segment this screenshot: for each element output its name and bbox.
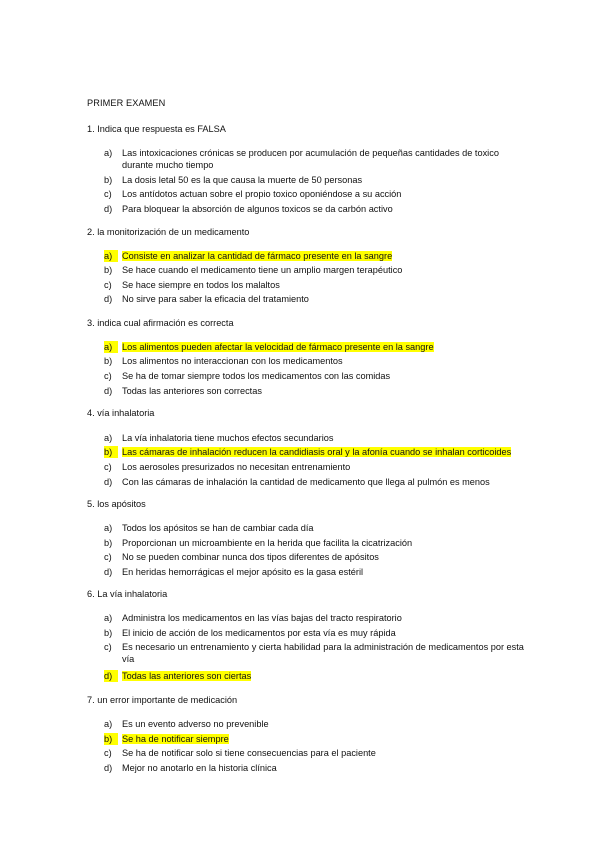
option-text: Se ha de notificar solo si tiene consecuencias para el paciente (122, 748, 376, 758)
option-text: Se ha de tomar siempre todos los medicamentos con las comidas (122, 371, 391, 381)
option-letter: c) (104, 462, 112, 472)
option-text: Los aerosoles presurizados no necesitan entrenamiento (122, 462, 351, 472)
option-letter: b) (104, 265, 113, 275)
option-text: Mejor no anotarlo en la historia clínica (122, 763, 277, 773)
answer-option (104, 733, 524, 745)
page-title: PRIMER EXAMEN (87, 98, 166, 108)
answer-option (104, 432, 524, 444)
answer-option (104, 627, 524, 639)
option-text: Se hace cuando el medicamento tiene un amplio margen terapéutico (122, 265, 403, 275)
option-letter: a) (104, 250, 118, 262)
option-text: Todas las anteriores son correctas (122, 386, 262, 396)
option-letter: b) (104, 733, 118, 745)
option-letter: a) (104, 341, 118, 353)
option-letter: b) (104, 538, 113, 548)
option-letter: d) (104, 386, 113, 396)
answer-option (104, 670, 524, 682)
option-letter: d) (104, 477, 113, 487)
answer-option (104, 355, 524, 367)
option-letter: a) (104, 613, 113, 623)
answer-option (104, 566, 524, 578)
answer-option (104, 341, 524, 353)
answer-option (104, 279, 524, 291)
option-text: Con las cámaras de inhalación la cantidad de medicamento que llega al pulmón es menos (122, 477, 490, 487)
option-letter: c) (104, 189, 112, 199)
highlighted-answer-text: Todas las anteriores son ciertas (122, 671, 252, 681)
highlighted-answer-text: Consiste en analizar la cantidad de fármaco presente en la sangre (122, 251, 393, 261)
option-text: El inicio de acción de los medicamentos por esta vía es muy rápida (122, 628, 396, 638)
option-letter: c) (104, 280, 112, 290)
option-text: Las intoxicaciones crónicas se producen por acumulación de pequeñas cantidades de toxico durante mucho tiempo (122, 148, 499, 170)
answer-option (104, 370, 524, 382)
option-text: Los alimentos no interaccionan con los medicamentos (122, 356, 343, 366)
option-letter: d) (104, 670, 118, 682)
option-letter: c) (104, 371, 112, 381)
answer-option (104, 476, 524, 488)
question-text: 6. La vía inhalatoria (87, 589, 168, 599)
answer-option (104, 446, 524, 458)
option-letter: b) (104, 446, 118, 458)
answer-option (104, 747, 524, 759)
option-letter: d) (104, 204, 113, 214)
answer-option (104, 293, 524, 305)
answer-option (104, 188, 524, 200)
option-letter: a) (104, 719, 113, 729)
option-text: Proporcionan un microambiente en la herida que facilita la cicatrización (122, 538, 413, 548)
option-text: Se hace siempre en todos los malaltos (122, 280, 280, 290)
answer-option (104, 522, 524, 534)
answer-option (104, 551, 524, 563)
option-letter: a) (104, 148, 113, 158)
answer-option (104, 147, 524, 171)
option-text: La dosis letal 50 es la que causa la muerte de 50 personas (122, 175, 363, 185)
option-letter: a) (104, 523, 113, 533)
answer-option (104, 385, 524, 397)
option-text: La vía inhalatoria tiene muchos efectos secundarios (122, 433, 334, 443)
option-letter: b) (104, 356, 113, 366)
option-text: En heridas hemorrágicas el mejor apósito es la gasa estéril (122, 567, 364, 577)
question-text: 2. la monitorización de un medicamento (87, 227, 250, 237)
answer-option (104, 203, 524, 215)
question-text: 4. vía inhalatoria (87, 408, 155, 418)
option-text: Es necesario un entrenamiento y cierta habilidad para la administración de medicamentos por esta vía (122, 642, 524, 664)
question-text: 7. un error importante de medicación (87, 695, 238, 705)
answer-option (104, 762, 524, 774)
highlighted-answer-text: Las cámaras de inhalación reducen la candidiasis oral y la afonía cuando se inhalan corticoides (122, 447, 512, 457)
answer-option (104, 250, 524, 262)
option-text: Es un evento adverso no prevenible (122, 719, 269, 729)
option-letter: d) (104, 567, 113, 577)
question-text: 3. indica cual afirmación es correcta (87, 318, 234, 328)
highlighted-answer-text: Se ha de notificar siempre (122, 734, 229, 744)
question-text: 5. los apósitos (87, 499, 146, 509)
option-letter: b) (104, 175, 113, 185)
option-letter: c) (104, 748, 112, 758)
option-letter: a) (104, 433, 113, 443)
option-text: Administra los medicamentos en las vías bajas del tracto respiratorio (122, 613, 402, 623)
answer-option (104, 537, 524, 549)
option-text: Los antídotos actuan sobre el propio toxico oponiéndose a su acción (122, 189, 402, 199)
option-letter: c) (104, 642, 112, 652)
option-letter: b) (104, 628, 113, 638)
question-text: 1. Indica que respuesta es FALSA (87, 124, 226, 134)
answer-option (104, 612, 524, 624)
answer-option (104, 174, 524, 186)
option-text: Todos los apósitos se han de cambiar cada día (122, 523, 314, 533)
option-text: No se pueden combinar nunca dos tipos diferentes de apósitos (122, 552, 379, 562)
option-text: No sirve para saber la eficacia del tratamiento (122, 294, 309, 304)
option-letter: d) (104, 763, 113, 773)
option-text: Para bloquear la absorción de algunos toxicos se da carbón activo (122, 204, 393, 214)
answer-option (104, 641, 524, 665)
answer-option (104, 718, 524, 730)
option-letter: d) (104, 294, 113, 304)
answer-option (104, 264, 524, 276)
answer-option (104, 461, 524, 473)
highlighted-answer-text: Los alimentos pueden afectar la velocidad de fármaco presente en la sangre (122, 342, 434, 352)
option-letter: c) (104, 552, 112, 562)
